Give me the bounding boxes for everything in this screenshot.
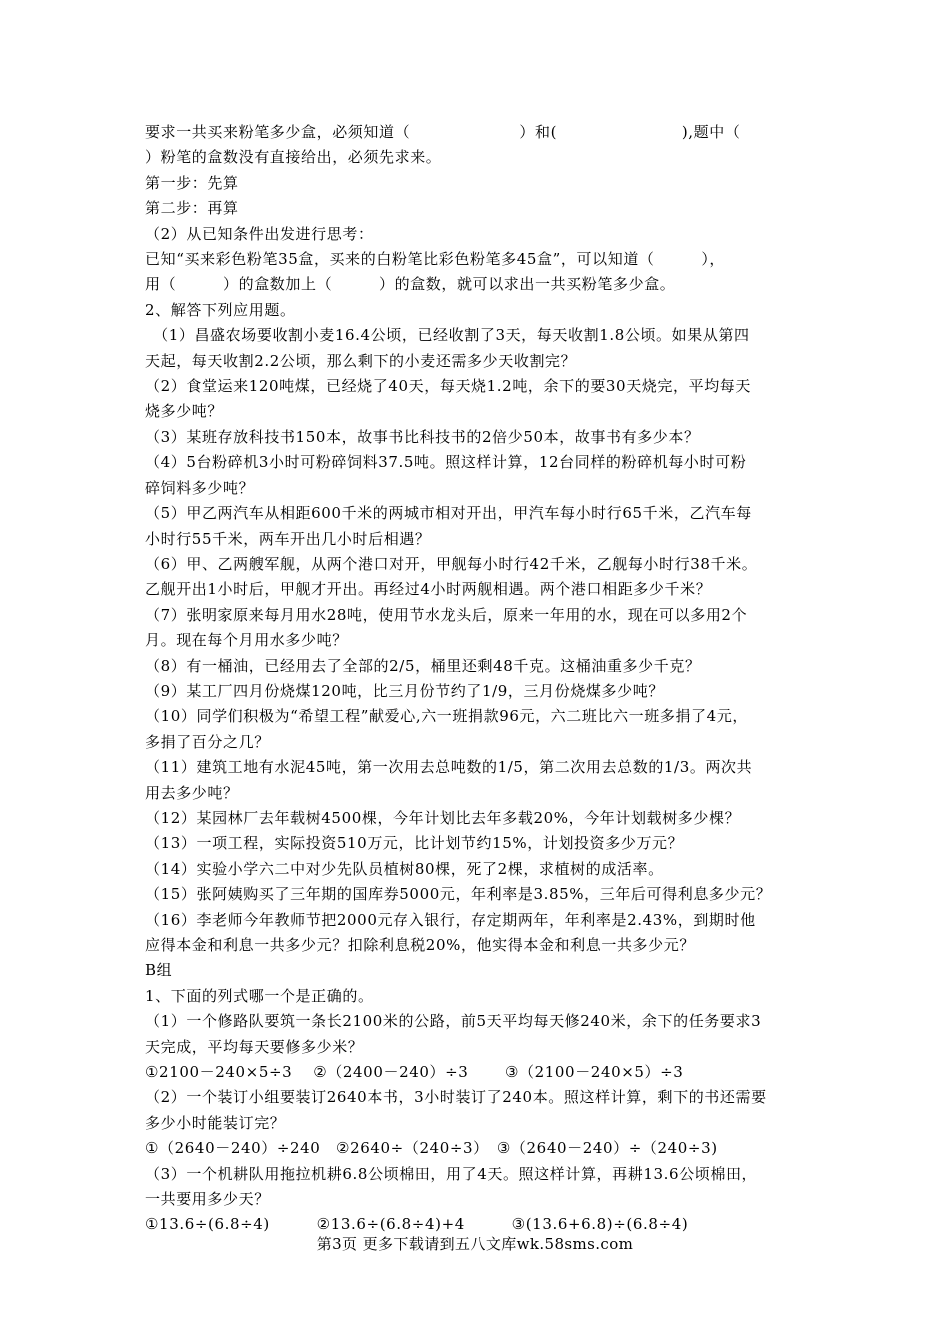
text-line: 天完成，平均每天要修多少米？ (145, 1037, 364, 1056)
text-line: ）粉笔的盒数没有直接给出，必须先求来。 (145, 148, 442, 167)
text-line: 碎饲料多少吨？ (145, 478, 255, 497)
text-line: 1、下面的列式哪一个是正确的。 (145, 986, 374, 1005)
text-line: 要求一共买来粉笔多少盒，必须知道（ ）和( ),题中（ (145, 123, 741, 141)
text-line: （12）某园林厂去年载树4500棵，今年计划比去年多载20%，今年计划载树多少棵？ (145, 808, 741, 827)
text-line: （11）建筑工地有水泥45吨，第一次用去总吨数的1/5，第二次用去总数的1/3。两次共 (145, 758, 753, 777)
text-line: （3）一个机耕队用拖拉机耕6.8公顷棉田，用了4天。照这样计算，再耕13.6公顷棉田， (145, 1164, 758, 1183)
text-line: （10）同学们积极为“希望工程”献爱心,六一班捐款96元，六二班比六一班多捐了4元， (145, 707, 749, 726)
text-line: （13）一项工程，实际投资510万元，比计划节约15%，计划投资多少万元？ (145, 834, 684, 853)
text-line: 天起，每天收割2.2公顷，那么剩下的小麦还需多少天收割完？ (145, 351, 577, 370)
text-line: （2）一个装订小组要装订2640本书，3小时装订了240本。照这样计算，剩下的书还需要 (145, 1088, 767, 1107)
text-line: 用（ ）的盒数加上（ ）的盒数，就可以求出一共买粉笔多少盒。 (145, 275, 676, 294)
text-line: （6）甲、乙两艘军舰，从两个港口对开，甲舰每小时行42千米，乙舰每小时行38千米。 (145, 554, 758, 573)
text-line: 第一步：先算 (145, 173, 239, 192)
text-line: （4）5台粉碎机3小时可粉碎饲料37.5吨。照这样计算，12台同样的粉碎机每小时可粉 (145, 453, 747, 472)
text-line: （7）张明家原来每月用水28吨，使用节水龙头后，原来一年用的水，现在可以多用2个 (145, 605, 748, 624)
text-line: 多少小时能装订完？ (145, 1113, 286, 1132)
text-line: （14）实验小学六二中对少先队员植树80棵，死了2棵，求植树的成活率。 (145, 859, 664, 878)
text-line: 乙舰开出1小时后，甲舰才开出。再经过4小时两舰相遇。两个港口相距多少千米？ (145, 580, 712, 599)
text-line: 小时行55千米，两车开出几小时后相遇？ (145, 529, 431, 548)
text-line: 第二步：再算 (145, 199, 239, 218)
page-footer: 第3页 更多下载请到五八文库wk.58sms.com (316, 1235, 634, 1253)
text-line: ①（2640－240）÷240 ②2640÷（240÷3） ③（2640－240）÷（240÷3) (145, 1139, 718, 1158)
text-line: 多捐了百分之几？ (145, 732, 270, 751)
text-line: 应得本金和利息一共多少元？扣除利息税20%，他实得本金和利息一共多少元？ (145, 936, 695, 954)
text-line: 用去多少吨？ (145, 783, 239, 802)
text-line: （1）一个修路队要筑一条长2100米的公路，前5天平均每天修240米，余下的任务要求3 (145, 1012, 762, 1031)
text-line: 月。现在每个月用水多少吨？ (145, 631, 348, 650)
text-line: B组 (145, 961, 173, 980)
text-line: （1）昌盛农场要收割小麦16.4公顷，已经收割了3天，每天收割1.8公顷。如果从第四 (145, 326, 750, 345)
text-line: ①13.6÷(6.8÷4) ②13.6÷(6.8÷4)+4 ③(13.6+6.8)÷(6.8÷4) (145, 1215, 689, 1234)
text-line: （9）某工厂四月份烧煤120吨，比三月份节约了1/9，三月份烧煤多少吨？ (145, 681, 664, 700)
text-line: （2）从已知条件出发进行思考： (145, 224, 374, 243)
text-line: （16）李老师今年教师节把2000元存入银行，存定期两年，年利率是2.43%，到期时他 (145, 910, 756, 929)
document-body (145, 120, 825, 1238)
text-line: （2）食堂运来120吨煤，已经烧了40天，每天烧1.2吨，余下的要30天烧完，平均每天 (145, 377, 752, 396)
text-line: ①2100－240×5÷3 ②（2400－240）÷3 ③（2100－240×5）÷3 (145, 1063, 684, 1082)
text-line: （8）有一桶油，已经用去了全部的2/5，桶里还剩48千克。这桶油重多少千克？ (145, 656, 701, 675)
text-line: 一共要用多少天？ (145, 1190, 270, 1209)
text-line: 已知“买来彩色粉笔35盒，买来的白粉笔比彩色粉笔多45盒”，可以知道（ ）， (145, 250, 726, 269)
text-line: （3）某班存放科技书150本，故事书比科技书的2倍少50本，故事书有多少本？ (145, 427, 700, 446)
text-line: 2、解答下列应用题。 (145, 300, 296, 319)
text-line: 烧多少吨？ (145, 402, 224, 421)
text-line: （5）甲乙两汽车从相距600千米的两城市相对开出，甲汽车每小时行65千米，乙汽车每 (145, 504, 752, 523)
text-line: （15）张阿姨购买了三年期的国库券5000元，年利率是3.85%，三年后可得利息多少元？ (145, 885, 772, 904)
